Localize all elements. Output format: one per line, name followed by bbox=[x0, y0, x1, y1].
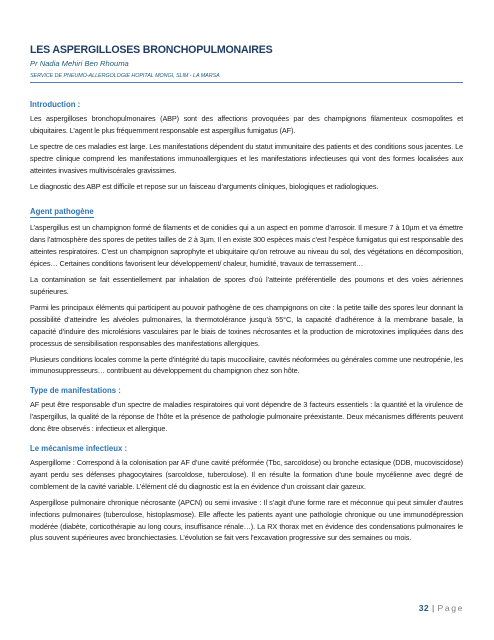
paragraph: Aspergillome : Correspond à la colonisation par AF d’une cavité préformée (Tbc, sarcoïdose) ou bronche ectasique (DDB, mucoviscidose) ayant perdu ses défenses phagocytaires (sarcoïdose, tuberculose). Il en résulte la formation d’une boule mycélienne avec degré de comblement de la cavité variable. L’élément clé du diagnostic est la en évidence d’un croissant clair gazeux. bbox=[30, 458, 463, 491]
paragraph: Le diagnostic des ABP est difficile et repose sur un faisceau d’arguments cliniques, biologiques et radiologiques. bbox=[30, 181, 379, 191]
footer-separator: | bbox=[431, 603, 435, 613]
service-affiliation: SERVICE DE PNEUMO-ALLERGOLOGIE HOPITAL MONGI, SLIM - LA MARSA bbox=[30, 73, 220, 79]
paragraph: Parmi les principaux éléments qui participent au pouvoir pathogène de ces champignons on cite : la petite taille des spores leur donnant la possibilité d’atteindre les alvéoles pulmonaires, la thermotolérance jusqu’à 55°C, la capacité d’adhérence à la membrane basale, la capacité d’induire des microlésions vasculaires par le biais de toxines nécrosantes et la production de microtoxines impliquées dans des processus de sensibilisation responsables des manifestations allergiques. bbox=[30, 302, 463, 348]
page-footer bbox=[419, 603, 464, 613]
section-types bbox=[30, 386, 463, 435]
title-divider bbox=[30, 82, 463, 83]
section-heading-agent: Agent pathogène bbox=[30, 207, 94, 217]
author-name: Pr Nadia Mehiri Ben Rhouma bbox=[30, 59, 129, 68]
paragraph: AF peut être responsable d’un spectre de maladies respiratoires qui vont dépendre de 3 facteurs essentiels : la quantité et la virulence de l’aspergillus, la qualité de la réponse de l’hôte et la présence de pathologie pulmonaire préexistante. Deux mécanismes différents peuvent donc être observés : infectieux et allergique. bbox=[30, 400, 463, 434]
paragraph: Les aspergilloses bronchopulmonaires (ABP) sont des affections provoquées par des champignons filamenteux cosmopolites et ubiquitaires. L’agent le plus fréquemment responsable est aspergillus fumigatus (AF). bbox=[30, 114, 463, 135]
paragraph: La contamination se fait essentiellement par inhalation de spores d’où l’atteinte préférentielle des poumons et des voies aériennes supérieures. bbox=[30, 275, 463, 296]
document-title: LES ASPERGILLOSES BRONCHOPULMONAIRES bbox=[30, 44, 273, 56]
paragraph: Aspergillose pulmonaire chronique nécrosante (APCN) ou semi invasive : Il s’agit d’une forme rare et méconnue qui peut simuler d’autres infections pulmonaires (tuberculose, histoplasmose). Elle affecte les patients ayant une pathologie chronique ou une immunodépression modérée (diabète, corticothérapie au long cours, insuffisance rénale…). La RX thorax met en évidence des condensations pulmonaires le plus souvent supérieures avec bronchiectasies. L’évolution se fait vers l’excavation progressive sur des semaines ou mois. bbox=[30, 497, 463, 543]
page-number: 32 bbox=[418, 603, 429, 613]
section-introduction bbox=[30, 100, 463, 192]
paragraph: L’aspergillus est un champignon formé de filaments et de conidies qui a un aspect en pomme d’arrosoir. Il mesure 7 à 10µm et va émettre dans l’atmosphère des spores de petites tailles de 2 à 3µm. Il en existe 300 espèces mais c’est l’espèce fumigatus qui est responsable des atteintes respiratoires. C’est un champignon saprophyte et ubiquitaire qu’on retrouve au niveau du sol, des végétations en décomposition, épices… Certaines conditions favorisent leur développement/ chaleur, humidité, travaux de terrassement… bbox=[30, 223, 463, 269]
section-heading-introduction: Introduction : bbox=[30, 100, 81, 109]
section-agent bbox=[30, 201, 463, 377]
section-heading-infectious: Le mécanisme infectieux : bbox=[30, 444, 128, 454]
paragraph: Plusieurs conditions locales comme la perte d’intégrité du tapis mucociliaire, cavités néoformées ou générales comme une neutropénie, les immunosuppresseurs… contribuent au développement du champignon chez son hôte. bbox=[30, 354, 463, 376]
document-page bbox=[30, 44, 463, 548]
section-heading-types: Type de manifestations : bbox=[30, 386, 121, 396]
section-infectious bbox=[30, 444, 463, 544]
paragraph: Le spectre de ces maladies est large. Les manifestations dépendent du statut immunitaire des patients et des conditions sous jacentes. Le spectre clinique comprend les manifestations immunoallergiques et les manifestations infectieuses qui vont des formes localisées aux atteintes invasives multiviscérales gravissimes. bbox=[30, 141, 463, 175]
page-label: Page bbox=[437, 603, 464, 613]
